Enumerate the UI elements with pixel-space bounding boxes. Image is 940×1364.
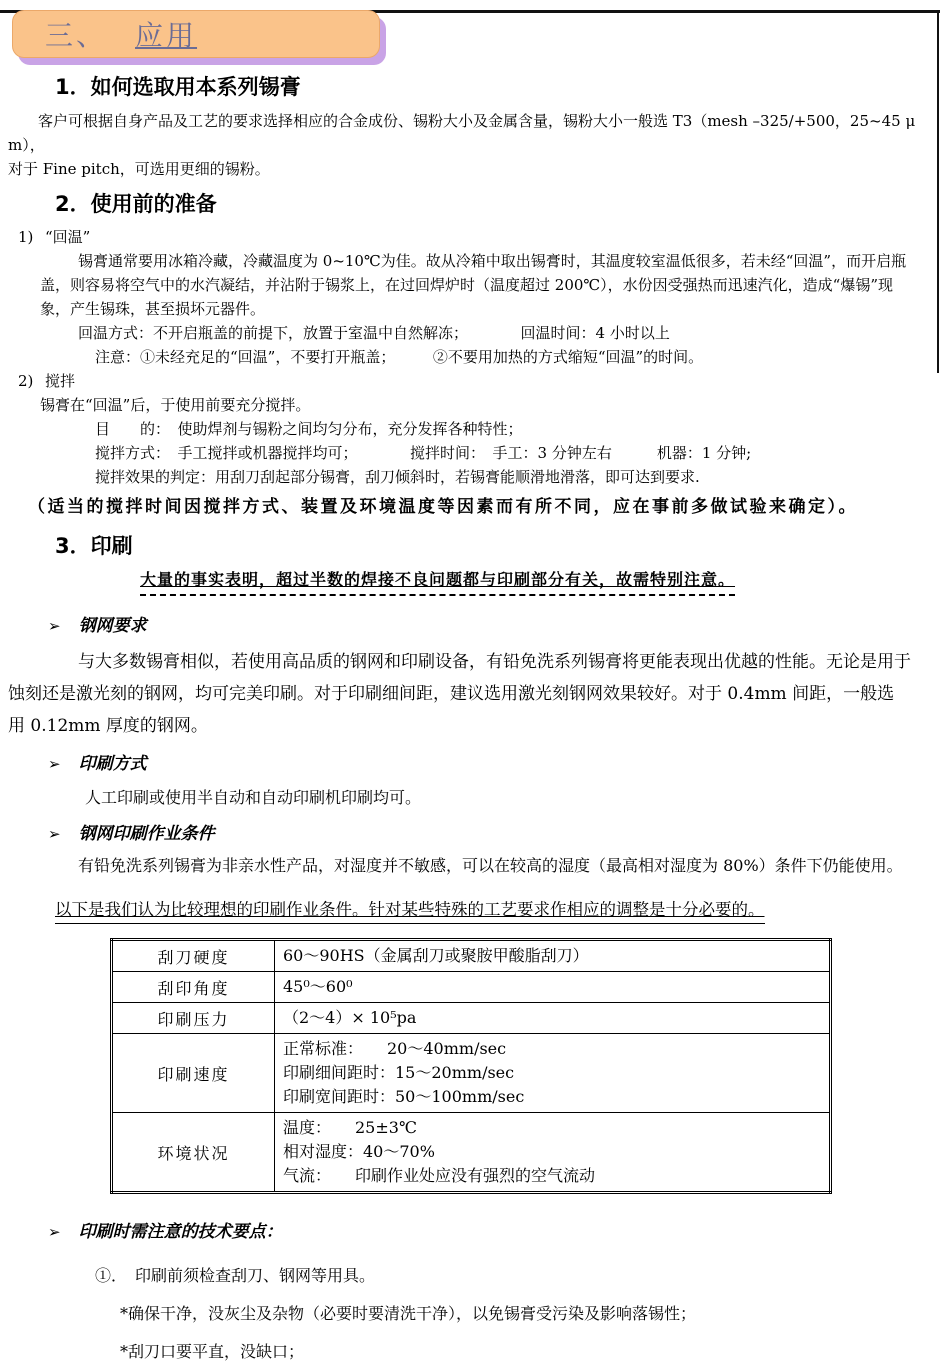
print-conditions-header: [48, 822, 940, 846]
stir-intro: 锡膏在“回温”后，于使用前要充分搅拌。: [40, 396, 311, 414]
table-value-line: 气流： 印刷作业处应没有强烈的空气流动: [283, 1166, 596, 1185]
print-conditions-table: [110, 938, 832, 1194]
table-value-cell: [275, 972, 831, 1003]
arrow-bullet-icon: ➢: [48, 755, 61, 773]
table-row: [112, 1034, 831, 1113]
table-value-line: 印刷宽间距时：50～100mm/sec: [283, 1087, 525, 1106]
section-1-line: 客户可根据自身产品及工艺的要求选择相应的合金成份、锡粉大小及金属含量，锡粉大小一般选 T3（mesh –325/+500，25~45 μ m），: [8, 112, 916, 154]
table-row: [112, 1113, 831, 1193]
chapter-header-box: [12, 10, 380, 58]
table-value-line: 60～90HS（金属刮刀或聚胺甲酸脂刮刀）: [283, 946, 589, 965]
stir-line: 目 的： 使助焊剂与锡粉之间均匀分布，充分发挥各种特性；: [95, 420, 523, 438]
ideal-conditions-text: 以下是我们认为比较理想的印刷作业条件。针对某些特殊的工艺要求作相应的调整是十分必要的。: [55, 896, 765, 924]
warmup-line: 象，产生锡珠，甚至损坏元器件。: [40, 300, 266, 318]
warmup-line: 注意：①未经充足的“回温”，不要打开瓶盖； ②不要用加热的方式缩短“回温”的时间。: [95, 348, 704, 366]
technical-point-sub: *刮刀口要平直，没缺口；: [120, 1342, 305, 1361]
section-3-heading: 3．印刷: [55, 534, 133, 558]
list-number: 1): [18, 228, 34, 246]
table-row: [112, 1003, 831, 1034]
stir-line: 搅拌效果的判定：用刮刀刮起部分锡膏，刮刀倾斜时，若锡膏能顺滑地滑落，即可达到要求.: [95, 468, 700, 486]
table-value-line: 相对湿度：40～70%: [283, 1142, 435, 1161]
table-value-line: 温度： 25±3℃: [283, 1118, 417, 1137]
table-row: [112, 972, 831, 1003]
stir-title: 搅拌: [45, 372, 76, 390]
table-value-line: 正常标准： 20～40mm/sec: [283, 1039, 507, 1058]
print-method-text: 人工印刷或使用半自动和自动印刷机印刷均可。: [85, 788, 422, 807]
technical-point-item: ①． 印刷前须检查刮刀、钢网等用具。: [95, 1266, 376, 1285]
stencil-requirements-header: [48, 614, 940, 638]
table-row: [112, 940, 831, 972]
print-method-title: 印刷方式: [78, 754, 147, 774]
ideal-conditions-wrap: [55, 896, 940, 924]
table-value-cell: [275, 1003, 831, 1034]
arrow-bullet-icon: ➢: [48, 825, 61, 843]
print-conditions-text: 有铅免洗系列锡膏为非亲水性产品，对湿度并不敏感，可以在较高的湿度（最高相对湿度为 80%）条件下仍能使用。: [78, 856, 903, 875]
table-label-cell: 环境状况: [112, 1113, 275, 1193]
technical-points-title: 印刷时需注意的技术要点：: [78, 1222, 283, 1242]
stir-note: （适当的搅拌时间因搅拌方式、装置及环境温度等因素而有所不同，应在事前多做试验来确定）。: [28, 497, 858, 517]
section-2-heading: 2．使用前的准备: [55, 192, 217, 216]
table-value-cell: [275, 1034, 831, 1113]
warmup-line: 盖，则容易将空气中的水汽凝结，并沾附于锡浆上，在过回焊炉时（温度超过 200℃），水份因受强热而迅速汽化，造成“爆锡”现: [40, 276, 894, 294]
section-1-heading: 1．如何选取用本系列锡膏: [55, 75, 301, 99]
stir-list-header: [18, 369, 940, 393]
warmup-line: 锡膏通常要用冰箱冷藏，冷藏温度为 0~10℃为佳。故从冷箱中取出锡膏时，其温度较室温低很多，若未经“回温”，而开启瓶: [78, 252, 907, 270]
arrow-bullet-icon: ➢: [48, 1223, 61, 1241]
table-value-cell: [275, 940, 831, 972]
list-number: 2): [18, 372, 34, 390]
stencil-line: 蚀刻还是激光刻的钢网，均可完美印刷。对于印刷细间距，建议选用激光刻钢网效果较好。对于 0.4mm 间距，一般选: [8, 684, 895, 704]
table-value-cell: [275, 1113, 831, 1193]
stir-line: 搅拌方式： 手工搅拌或机器搅拌均可； 搅拌时间： 手工：3 分钟左右 机器：1 分钟;: [95, 444, 752, 462]
print-method-header: [48, 752, 940, 776]
arrow-bullet-icon: ➢: [48, 617, 61, 635]
technical-point-sub: *确保干净，没灰尘及杂物（必要时要清洗干净），以免锡膏受污染及影响落锡性；: [120, 1304, 697, 1323]
table-label-cell: 刮印角度: [112, 972, 275, 1003]
table-value-line: 45⁰～60⁰: [283, 977, 353, 996]
print-notice: 大量的事实表明，超过半数的焊接不良问题都与印刷部分有关，故需特别注意。: [140, 567, 735, 596]
table-label-cell: 刮刀硬度: [112, 940, 275, 972]
stencil-requirements-title: 钢网要求: [78, 616, 147, 636]
table-label-cell: 印刷压力: [112, 1003, 275, 1034]
table-value-line: （2～4）× 10⁵pa: [283, 1008, 417, 1027]
warmup-line: 回温方式：不开启瓶盖的前提下，放置于室温中自然解冻； 回温时间：4 小时以上: [78, 324, 670, 342]
print-conditions-title: 钢网印刷作业条件: [78, 824, 215, 844]
warmup-list-header: [18, 225, 940, 249]
page-border-right: [937, 13, 939, 373]
warmup-title: “回温”: [45, 228, 91, 246]
chapter-number: 三、: [45, 19, 108, 52]
print-notice-wrap: [140, 567, 940, 596]
document-page: [0, 10, 940, 1361]
chapter-title: 应用: [135, 19, 198, 52]
technical-points-header: [48, 1220, 940, 1244]
stencil-line: 与大多数锡膏相似，若使用高品质的钢网和印刷设备，有铅免洗系列锡膏将更能表现出优越的性能。无论是用于: [78, 652, 911, 672]
table-value-line: 印刷细间距时：15～20mm/sec: [283, 1063, 515, 1082]
section-1-line: 对于 Fine pitch，可选用更细的锡粉。: [8, 160, 270, 178]
stencil-line: 用 0.12mm 厚度的钢网。: [8, 716, 208, 736]
table-label-cell: 印刷速度: [112, 1034, 275, 1113]
